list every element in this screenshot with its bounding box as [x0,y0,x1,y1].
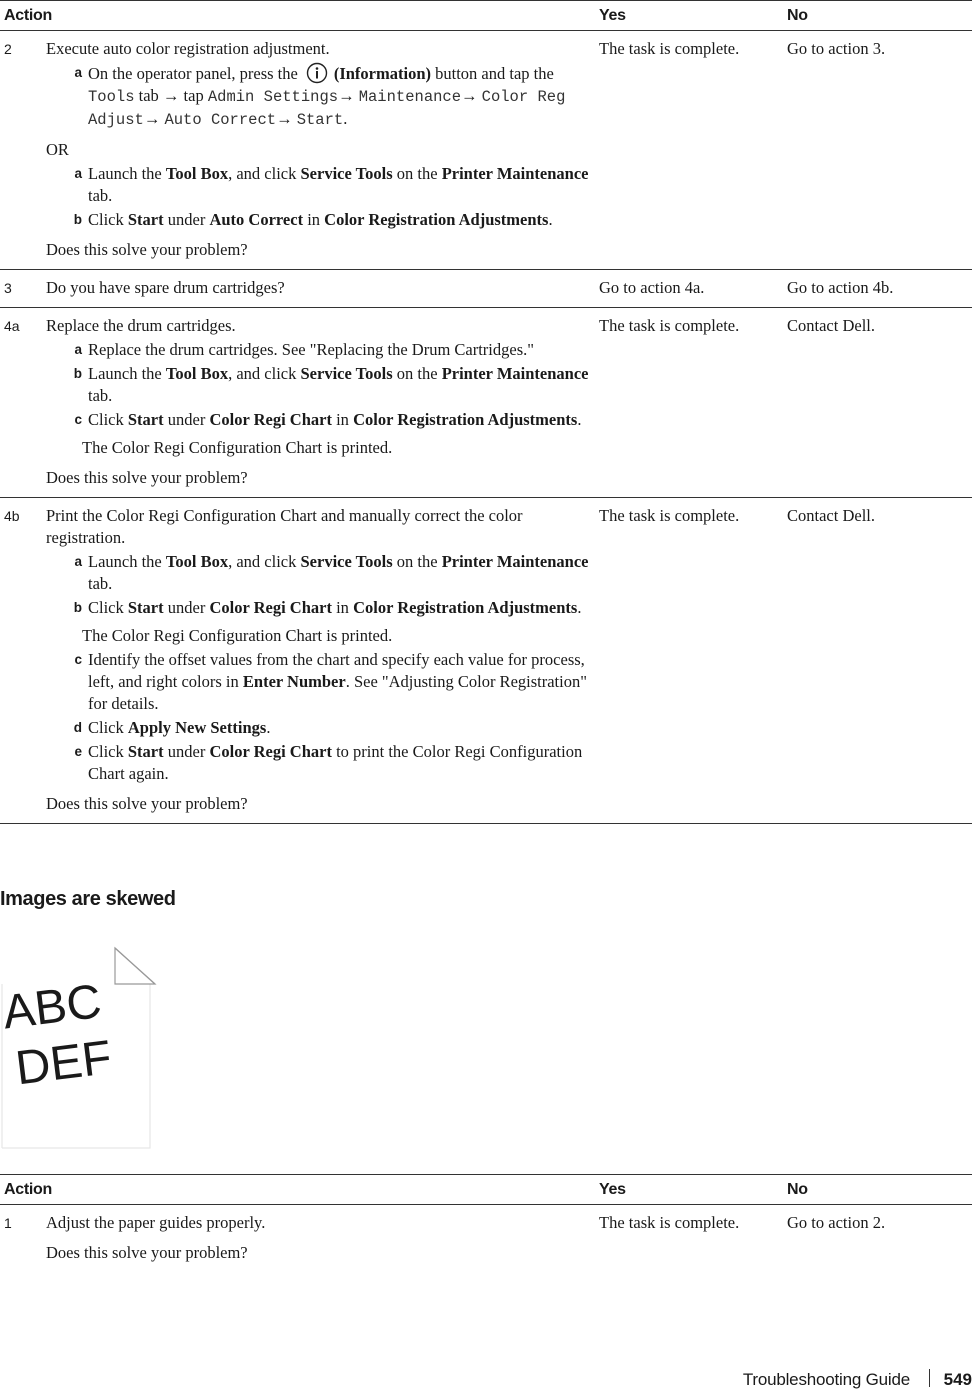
action-intro: Replace the drum cartridges. [46,316,236,335]
step-text [88,649,591,715]
action-cell: Do you have spare drum cartridges? [42,270,595,308]
no-cell: Go to action 4b. [783,270,972,308]
auto-correct-label: Auto Correct [209,210,304,229]
maintenance-label: Maintenance [358,88,462,106]
color-registration-adjustments-label: Color Registration Adjustments [353,410,578,429]
step [46,163,591,207]
header-no: No [783,1,972,31]
arrow: → [461,86,478,105]
step-text [88,163,591,207]
text: . [577,598,582,617]
or-text: OR [46,140,69,159]
question: Does this solve your problem? [46,794,248,813]
text: on the [396,552,438,571]
action-cell [42,498,595,824]
page-number: 549 [943,1370,972,1389]
yes-cell: The task is complete. [595,498,783,824]
result-note: The Color Regi Configuration Chart is printed. [82,626,393,645]
text: , and click [228,364,297,383]
text: . [577,410,582,429]
table-header-row [0,1,972,31]
text: in [307,210,321,229]
auto-correct-label: Auto Correct [164,111,277,129]
arrow: → [338,86,355,105]
step-text [88,409,591,431]
action-cell [42,31,595,270]
footer-title: Troubleshooting Guide [742,1370,910,1389]
start-label: Start [296,111,344,129]
step-letter: b [73,212,82,227]
text: button and tap the [435,64,554,83]
question: Does this solve your problem? [46,1243,248,1262]
row-number: 2 [0,31,42,270]
step-text: Replace the drum cartridges. See "Replacing the Drum Cartridges." [88,340,534,359]
text: On the operator panel, press the [88,64,298,83]
text: Launch the [88,364,162,383]
text: Launch the [88,552,162,571]
text: on the [396,364,438,383]
row-number: 3 [0,270,42,308]
start-label: Start [127,742,164,761]
yes-cell: The task is complete. [595,308,783,498]
step-letter: c [74,412,82,427]
text: , and click [228,552,297,571]
table-row [0,1205,972,1273]
step-letter: a [74,166,82,181]
table-header-row [0,1175,972,1205]
start-label: Start [127,598,164,617]
text: Click [88,718,124,737]
table-row [0,498,972,824]
step [46,62,591,131]
text: under [167,598,206,617]
admin-settings-label: Admin Settings [207,88,339,106]
text: Launch the [88,164,162,183]
row-number: 4b [0,498,42,824]
step-text [88,741,591,785]
no-cell: Go to action 3. [783,31,972,270]
step-letter: a [74,342,82,357]
step [46,409,591,431]
printer-maintenance-label: Printer Maintenance [441,164,589,183]
action-intro: Execute auto color registration adjustment. [46,39,330,58]
question: Does this solve your problem? [46,240,248,259]
tool-box-label: Tool Box [165,364,229,383]
step-letter: b [73,600,82,615]
step [46,717,591,739]
no-cell: Contact Dell. [783,308,972,498]
step-letter: a [74,554,82,569]
step-text [88,551,591,595]
header-action: Action [0,1,595,31]
header-yes: Yes [595,1,783,31]
text: Click [88,742,124,761]
step [46,551,591,595]
information-label: (Information) [333,64,431,83]
table-row [0,308,972,498]
yes-cell: The task is complete. [599,1213,740,1232]
header-yes: Yes [595,1175,783,1205]
text: , and click [228,164,297,183]
text: in [336,410,349,429]
step-text [88,209,591,231]
step-letter: c [74,652,82,667]
text: in [336,598,349,617]
result-note: The Color Regi Configuration Chart is printed. [82,438,393,457]
step-text [88,717,591,739]
text: tab. [88,386,113,405]
tool-box-label: Tool Box [165,164,229,183]
action-intro: Print the Color Regi Configuration Chart and manually correct the color registration. [46,506,523,547]
tool-box-label: Tool Box [165,552,229,571]
enter-number-label: Enter Number [242,672,346,691]
skewed-image-illustration [0,944,160,1150]
page-footer [572,1364,972,1394]
action-intro: Adjust the paper guides properly. [46,1213,266,1232]
step-text [88,597,591,619]
start-label: Start [127,210,164,229]
text: to print the Color Regi Configuration Chart again. [88,742,583,783]
text: Click [88,210,124,229]
printer-maintenance-label: Printer Maintenance [441,552,589,571]
color-regi-chart-label: Color Regi Chart [209,410,332,429]
table-row [0,270,972,308]
table-row [0,31,972,270]
color-regi-chart-label: Color Regi Chart [209,742,332,761]
text: tab. [88,574,113,593]
row-number: 4a [0,308,42,498]
step-letter: e [74,744,82,759]
text: under [167,210,206,229]
action-cell [42,1205,595,1273]
service-tools-label: Service Tools [300,364,393,383]
start-label: Start [127,410,164,429]
printer-maintenance-label: Printer Maintenance [441,364,589,383]
color-regi-chart-label: Color Regi Chart [209,598,332,617]
arrow: → [276,109,293,128]
color-reg-adjust-label: Color Reg Adjust [88,88,566,129]
text: under [167,410,206,429]
color-registration-adjustments-label: Color Registration Adjustments [324,210,549,229]
troubleshooting-table-2 [0,1174,972,1272]
text: Click [88,410,124,429]
text: . [343,109,348,128]
step [46,339,591,361]
action-cell [42,308,595,498]
service-tools-label: Service Tools [300,552,393,571]
step [46,209,591,231]
step-text [88,363,591,407]
text: . See "Adjusting Color Registration" for details. [88,672,587,713]
text: Click [88,598,124,617]
skewed-text-line-1: ABC [0,974,105,1040]
text: under [167,742,206,761]
yes-cell: Go to action 4a. [595,270,783,308]
header-action: Action [0,1175,595,1205]
text: tab. [88,186,113,205]
text: on the [396,164,438,183]
tools-tab-label: Tools [88,88,135,106]
text: Identify the offset values from the chart and specify each value for process, left, and right colors in [88,650,585,691]
apply-new-settings-label: Apply New Settings [127,718,267,737]
color-registration-adjustments-label: Color Registration Adjustments [353,598,578,617]
information-icon [306,62,328,84]
step [46,597,591,619]
row-number: 1 [4,1215,12,1231]
step-letter: a [74,65,82,80]
step-text [88,62,591,131]
text: . [548,210,553,229]
question: Does this solve your problem? [46,468,248,487]
text: tab → tap [138,86,204,105]
service-tools-label: Service Tools [300,164,393,183]
step [46,363,591,407]
step-letter: d [73,720,82,735]
footer-divider [929,1369,930,1387]
skewed-text-line-2: DEF [12,1031,115,1096]
no-cell: Go to action 2. [787,1213,886,1232]
arrow: → [143,109,161,128]
step-letter: b [73,366,82,381]
yes-cell: The task is complete. [595,31,783,270]
text: . [266,718,271,737]
section-title: Images are skewed [0,888,176,910]
step [46,741,591,785]
step [46,649,591,715]
header-no: No [783,1175,972,1205]
no-cell: Contact Dell. [783,498,972,824]
